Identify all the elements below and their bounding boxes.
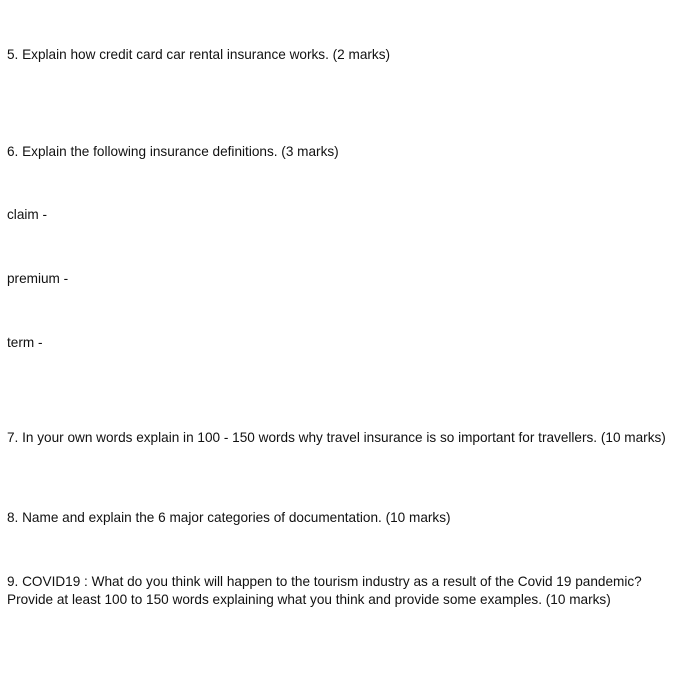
question-8: 8. Name and explain the 6 major categories of documentation. (10 marks) [7,510,451,525]
definition-term-label: term - [7,335,43,350]
question-7: 7. In your own words explain in 100 - 150 words why travel insurance is so important for travellers. (10 marks) [7,430,666,445]
definition-claim-label: claim - [7,207,48,222]
definition-premium-label: premium - [7,271,69,286]
question-6: 6. Explain the following insurance definitions. (3 marks) [7,144,339,159]
question-5: 5. Explain how credit card car rental insurance works. (2 marks) [7,47,391,62]
question-9: 9. COVID19 : What do you think will happen to the tourism industry as a result of the Covid 19 pandemic? Provide at least 100 to 150 words explaining what you think and provide some examples. (10 marks) [7,574,642,607]
